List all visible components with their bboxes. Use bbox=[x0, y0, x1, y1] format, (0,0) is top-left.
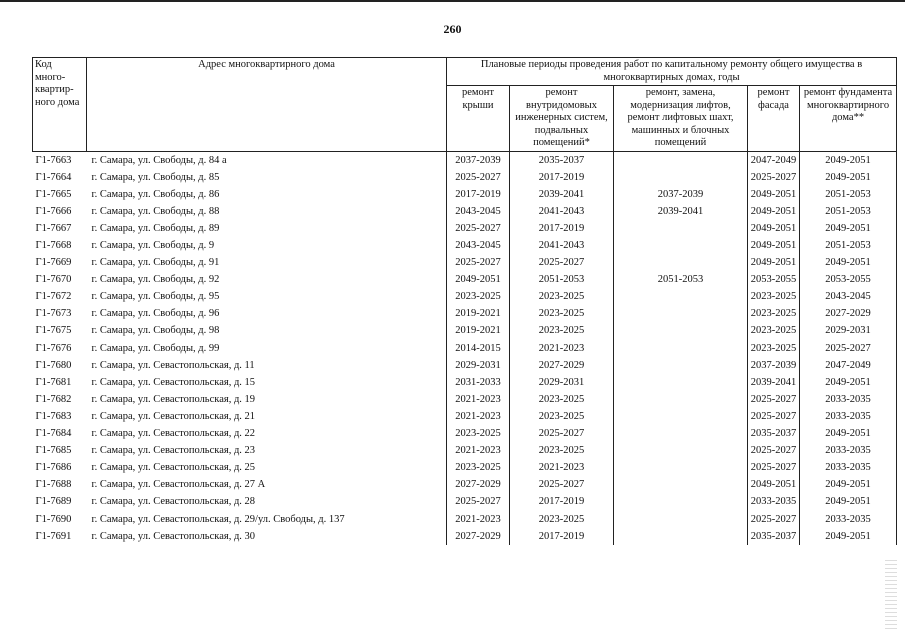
row-facade-period: 2025-2027 bbox=[748, 408, 800, 425]
top-rule bbox=[0, 0, 905, 2]
row-address: г. Самара, ул. Свободы, д. 85 bbox=[87, 169, 447, 186]
row-facade-period: 2049-2051 bbox=[748, 254, 800, 271]
row-engineering-period: 2025-2027 bbox=[510, 425, 614, 442]
table-row bbox=[33, 254, 897, 271]
row-roof-period: 2014-2015 bbox=[447, 340, 510, 357]
row-foundation-period: 2049-2051 bbox=[800, 374, 897, 391]
row-code: Г1-7682 bbox=[35, 393, 72, 405]
header-foundation: ремонт фундамента многоквартирного дома** bbox=[800, 86, 897, 152]
header-code: Код много-квартир-ного дома bbox=[33, 58, 87, 152]
header-engineering: ремонт внутридомовых инженерных систем, подвальных помещений* bbox=[510, 86, 614, 152]
row-address: г. Самара, ул. Свободы, д. 98 bbox=[87, 322, 447, 339]
row-address: г. Самара, ул. Свободы, д. 92 bbox=[87, 271, 447, 288]
table-row bbox=[33, 425, 897, 442]
row-elevator-period bbox=[614, 459, 748, 476]
row-engineering-period: 2023-2025 bbox=[510, 322, 614, 339]
table-row bbox=[33, 271, 897, 288]
row-foundation-period: 2051-2053 bbox=[800, 203, 897, 220]
row-facade-period: 2049-2051 bbox=[748, 203, 800, 220]
row-roof-period: 2025-2027 bbox=[447, 254, 510, 271]
row-foundation-period: 2049-2051 bbox=[800, 220, 897, 237]
row-address: г. Самара, ул. Севастопольская, д. 27 А bbox=[87, 476, 447, 493]
header-periods-group: Плановые периоды проведения работ по капитальному ремонту общего имущества в многоквартирных домах, годы bbox=[447, 58, 897, 86]
row-address: г. Самара, ул. Севастопольская, д. 19 bbox=[87, 391, 447, 408]
row-code: Г1-7691 bbox=[35, 530, 72, 542]
row-code: Г1-7683 bbox=[35, 410, 72, 422]
row-roof-period: 2019-2021 bbox=[447, 322, 510, 339]
row-address: г. Самара, ул. Свободы, д. 91 bbox=[87, 254, 447, 271]
row-address: г. Самара, ул. Севастопольская, д. 29/ул. Свободы, д. 137 bbox=[87, 510, 447, 527]
row-engineering-period: 2017-2019 bbox=[510, 220, 614, 237]
table-row bbox=[33, 169, 897, 186]
row-facade-period: 2025-2027 bbox=[748, 459, 800, 476]
row-foundation-period: 2033-2035 bbox=[800, 442, 897, 459]
row-elevator-period bbox=[614, 493, 748, 510]
row-facade-period: 2025-2027 bbox=[748, 169, 800, 186]
row-foundation-period: 2049-2051 bbox=[800, 476, 897, 493]
table-row bbox=[33, 340, 897, 357]
row-foundation-period: 2033-2035 bbox=[800, 459, 897, 476]
table-row bbox=[33, 528, 897, 545]
row-engineering-period: 2041-2043 bbox=[510, 237, 614, 254]
row-facade-period: 2039-2041 bbox=[748, 374, 800, 391]
row-elevator-period bbox=[614, 528, 748, 545]
row-facade-period: 2049-2051 bbox=[748, 220, 800, 237]
row-facade-period: 2025-2027 bbox=[748, 442, 800, 459]
row-address: г. Самара, ул. Свободы, д. 96 bbox=[87, 305, 447, 322]
header-elevator: ремонт, замена, модернизация лифтов, ремонт лифтовых шахт, машинных и блочных помещений bbox=[614, 86, 748, 152]
row-facade-period: 2035-2037 bbox=[748, 528, 800, 545]
row-code: Г1-7673 bbox=[35, 308, 72, 320]
row-code: Г1-7668 bbox=[35, 240, 72, 252]
row-address: г. Самара, ул. Севастопольская, д. 11 bbox=[87, 357, 447, 374]
row-engineering-period: 2023-2025 bbox=[510, 408, 614, 425]
row-engineering-period: 2017-2019 bbox=[510, 169, 614, 186]
row-address: г. Самара, ул. Севастопольская, д. 28 bbox=[87, 493, 447, 510]
row-address: г. Самара, ул. Севастопольская, д. 22 bbox=[87, 425, 447, 442]
row-address: г. Самара, ул. Севастопольская, д. 23 bbox=[87, 442, 447, 459]
row-foundation-period: 2051-2053 bbox=[800, 186, 897, 203]
row-engineering-period: 2025-2027 bbox=[510, 254, 614, 271]
row-elevator-period bbox=[614, 169, 748, 186]
row-foundation-period: 2049-2051 bbox=[800, 254, 897, 271]
table-row bbox=[33, 442, 897, 459]
row-roof-period: 2021-2023 bbox=[447, 408, 510, 425]
row-address: г. Самара, ул. Свободы, д. 84 а bbox=[87, 151, 447, 169]
row-roof-period: 2043-2045 bbox=[447, 237, 510, 254]
row-elevator-period: 2037-2039 bbox=[614, 186, 748, 203]
table-row bbox=[33, 374, 897, 391]
row-engineering-period: 2023-2025 bbox=[510, 442, 614, 459]
table-row bbox=[33, 288, 897, 305]
row-address: г. Самара, ул. Свободы, д. 9 bbox=[87, 237, 447, 254]
row-foundation-period: 2043-2045 bbox=[800, 288, 897, 305]
row-address: г. Самара, ул. Севастопольская, д. 30 bbox=[87, 528, 447, 545]
row-facade-period: 2053-2055 bbox=[748, 271, 800, 288]
row-code: Г1-7689 bbox=[35, 496, 72, 508]
row-address: г. Самара, ул. Севастопольская, д. 25 bbox=[87, 459, 447, 476]
row-engineering-period: 2021-2023 bbox=[510, 459, 614, 476]
row-code: Г1-7663 bbox=[35, 154, 72, 166]
repair-schedule-table bbox=[32, 57, 897, 545]
row-roof-period: 2021-2023 bbox=[447, 391, 510, 408]
row-foundation-period: 2049-2051 bbox=[800, 425, 897, 442]
row-address: г. Самара, ул. Севастопольская, д. 15 bbox=[87, 374, 447, 391]
row-elevator-period bbox=[614, 374, 748, 391]
row-elevator-period bbox=[614, 254, 748, 271]
row-engineering-period: 2051-2053 bbox=[510, 271, 614, 288]
table-row bbox=[33, 408, 897, 425]
row-address: г. Самара, ул. Свободы, д. 89 bbox=[87, 220, 447, 237]
row-code: Г1-7670 bbox=[35, 274, 72, 286]
row-facade-period: 2049-2051 bbox=[748, 476, 800, 493]
row-roof-period: 2037-2039 bbox=[447, 151, 510, 169]
table-row bbox=[33, 357, 897, 374]
row-code: Г1-7685 bbox=[35, 445, 72, 457]
table-row bbox=[33, 203, 897, 220]
row-foundation-period: 2049-2051 bbox=[800, 169, 897, 186]
row-facade-period: 2023-2025 bbox=[748, 305, 800, 322]
row-code: Г1-7666 bbox=[35, 205, 72, 217]
row-roof-period: 2043-2045 bbox=[447, 203, 510, 220]
row-code: Г1-7676 bbox=[35, 342, 72, 354]
row-elevator-period bbox=[614, 476, 748, 493]
row-foundation-period: 2033-2035 bbox=[800, 408, 897, 425]
row-engineering-period: 2041-2043 bbox=[510, 203, 614, 220]
row-foundation-period: 2029-2031 bbox=[800, 322, 897, 339]
row-elevator-period bbox=[614, 322, 748, 339]
row-roof-period: 2023-2025 bbox=[447, 425, 510, 442]
row-elevator-period bbox=[614, 237, 748, 254]
row-engineering-period: 2023-2025 bbox=[510, 305, 614, 322]
row-facade-period: 2047-2049 bbox=[748, 151, 800, 169]
table-row bbox=[33, 237, 897, 254]
row-foundation-period: 2049-2051 bbox=[800, 528, 897, 545]
row-roof-period: 2025-2027 bbox=[447, 169, 510, 186]
row-foundation-period: 2027-2029 bbox=[800, 305, 897, 322]
row-roof-period: 2023-2025 bbox=[447, 459, 510, 476]
row-address: г. Самара, ул. Свободы, д. 99 bbox=[87, 340, 447, 357]
table-row bbox=[33, 186, 897, 203]
table-row bbox=[33, 151, 897, 169]
row-engineering-period: 2029-2031 bbox=[510, 374, 614, 391]
row-code: Г1-7672 bbox=[35, 291, 72, 303]
header-roof: ремонт крыши bbox=[447, 86, 510, 152]
row-facade-period: 2035-2037 bbox=[748, 425, 800, 442]
row-roof-period: 2021-2023 bbox=[447, 510, 510, 527]
row-engineering-period: 2017-2019 bbox=[510, 493, 614, 510]
row-elevator-period: 2051-2053 bbox=[614, 271, 748, 288]
scan-artifact bbox=[885, 560, 897, 630]
row-roof-period: 2025-2027 bbox=[447, 493, 510, 510]
row-elevator-period bbox=[614, 408, 748, 425]
row-engineering-period: 2025-2027 bbox=[510, 476, 614, 493]
table-row bbox=[33, 459, 897, 476]
row-code: Г1-7684 bbox=[35, 428, 72, 440]
row-engineering-period: 2023-2025 bbox=[510, 391, 614, 408]
row-facade-period: 2033-2035 bbox=[748, 493, 800, 510]
row-roof-period: 2025-2027 bbox=[447, 220, 510, 237]
table-body bbox=[33, 151, 897, 545]
row-address: г. Самара, ул. Севастопольская, д. 21 bbox=[87, 408, 447, 425]
row-facade-period: 2037-2039 bbox=[748, 357, 800, 374]
row-address: г. Самара, ул. Свободы, д. 95 bbox=[87, 288, 447, 305]
row-roof-period: 2031-2033 bbox=[447, 374, 510, 391]
row-code: Г1-7688 bbox=[35, 479, 72, 491]
header-address: Адрес многоквартирного дома bbox=[87, 58, 447, 152]
row-elevator-period bbox=[614, 288, 748, 305]
table-row bbox=[33, 391, 897, 408]
row-roof-period: 2029-2031 bbox=[447, 357, 510, 374]
row-elevator-period bbox=[614, 510, 748, 527]
row-elevator-period bbox=[614, 391, 748, 408]
row-address: г. Самара, ул. Свободы, д. 88 bbox=[87, 203, 447, 220]
row-elevator-period bbox=[614, 442, 748, 459]
row-engineering-period: 2023-2025 bbox=[510, 510, 614, 527]
row-code: Г1-7664 bbox=[35, 171, 72, 183]
table-row bbox=[33, 322, 897, 339]
row-code: Г1-7681 bbox=[35, 376, 72, 388]
row-code: Г1-7680 bbox=[35, 359, 72, 371]
row-facade-period: 2049-2051 bbox=[748, 186, 800, 203]
table-row bbox=[33, 493, 897, 510]
page-number: 260 bbox=[443, 22, 462, 36]
table-row bbox=[33, 305, 897, 322]
row-code: Г1-7667 bbox=[35, 222, 72, 234]
row-elevator-period bbox=[614, 305, 748, 322]
row-code: Г1-7686 bbox=[35, 462, 72, 474]
row-facade-period: 2023-2025 bbox=[748, 288, 800, 305]
row-foundation-period: 2033-2035 bbox=[800, 510, 897, 527]
row-code: Г1-7690 bbox=[35, 513, 72, 525]
row-facade-period: 2025-2027 bbox=[748, 510, 800, 527]
row-elevator-period bbox=[614, 340, 748, 357]
row-foundation-period: 2047-2049 bbox=[800, 357, 897, 374]
row-address: г. Самара, ул. Свободы, д. 86 bbox=[87, 186, 447, 203]
row-engineering-period: 2021-2023 bbox=[510, 340, 614, 357]
row-engineering-period: 2039-2041 bbox=[510, 186, 614, 203]
row-facade-period: 2025-2027 bbox=[748, 391, 800, 408]
row-elevator-period bbox=[614, 357, 748, 374]
row-engineering-period: 2023-2025 bbox=[510, 288, 614, 305]
row-roof-period: 2023-2025 bbox=[447, 288, 510, 305]
row-roof-period: 2027-2029 bbox=[447, 528, 510, 545]
row-elevator-period bbox=[614, 425, 748, 442]
row-code: Г1-7669 bbox=[35, 257, 72, 269]
header-facade: ремонт фасада bbox=[748, 86, 800, 152]
row-foundation-period: 2033-2035 bbox=[800, 391, 897, 408]
row-foundation-period: 2025-2027 bbox=[800, 340, 897, 357]
row-code: Г1-7675 bbox=[35, 325, 72, 337]
row-elevator-period bbox=[614, 220, 748, 237]
row-elevator-period bbox=[614, 151, 748, 169]
row-roof-period: 2017-2019 bbox=[447, 186, 510, 203]
row-roof-period: 2019-2021 bbox=[447, 305, 510, 322]
row-foundation-period: 2051-2053 bbox=[800, 237, 897, 254]
row-foundation-period: 2049-2051 bbox=[800, 493, 897, 510]
table-row bbox=[33, 510, 897, 527]
table-row bbox=[33, 476, 897, 493]
row-facade-period: 2049-2051 bbox=[748, 237, 800, 254]
row-elevator-period: 2039-2041 bbox=[614, 203, 748, 220]
row-foundation-period: 2053-2055 bbox=[800, 271, 897, 288]
table-row bbox=[33, 220, 897, 237]
row-engineering-period: 2035-2037 bbox=[510, 151, 614, 169]
row-engineering-period: 2027-2029 bbox=[510, 357, 614, 374]
row-roof-period: 2049-2051 bbox=[447, 271, 510, 288]
row-facade-period: 2023-2025 bbox=[748, 340, 800, 357]
row-roof-period: 2021-2023 bbox=[447, 442, 510, 459]
row-facade-period: 2023-2025 bbox=[748, 322, 800, 339]
row-roof-period: 2027-2029 bbox=[447, 476, 510, 493]
row-code: Г1-7665 bbox=[35, 188, 72, 200]
row-engineering-period: 2017-2019 bbox=[510, 528, 614, 545]
row-foundation-period: 2049-2051 bbox=[800, 151, 897, 169]
